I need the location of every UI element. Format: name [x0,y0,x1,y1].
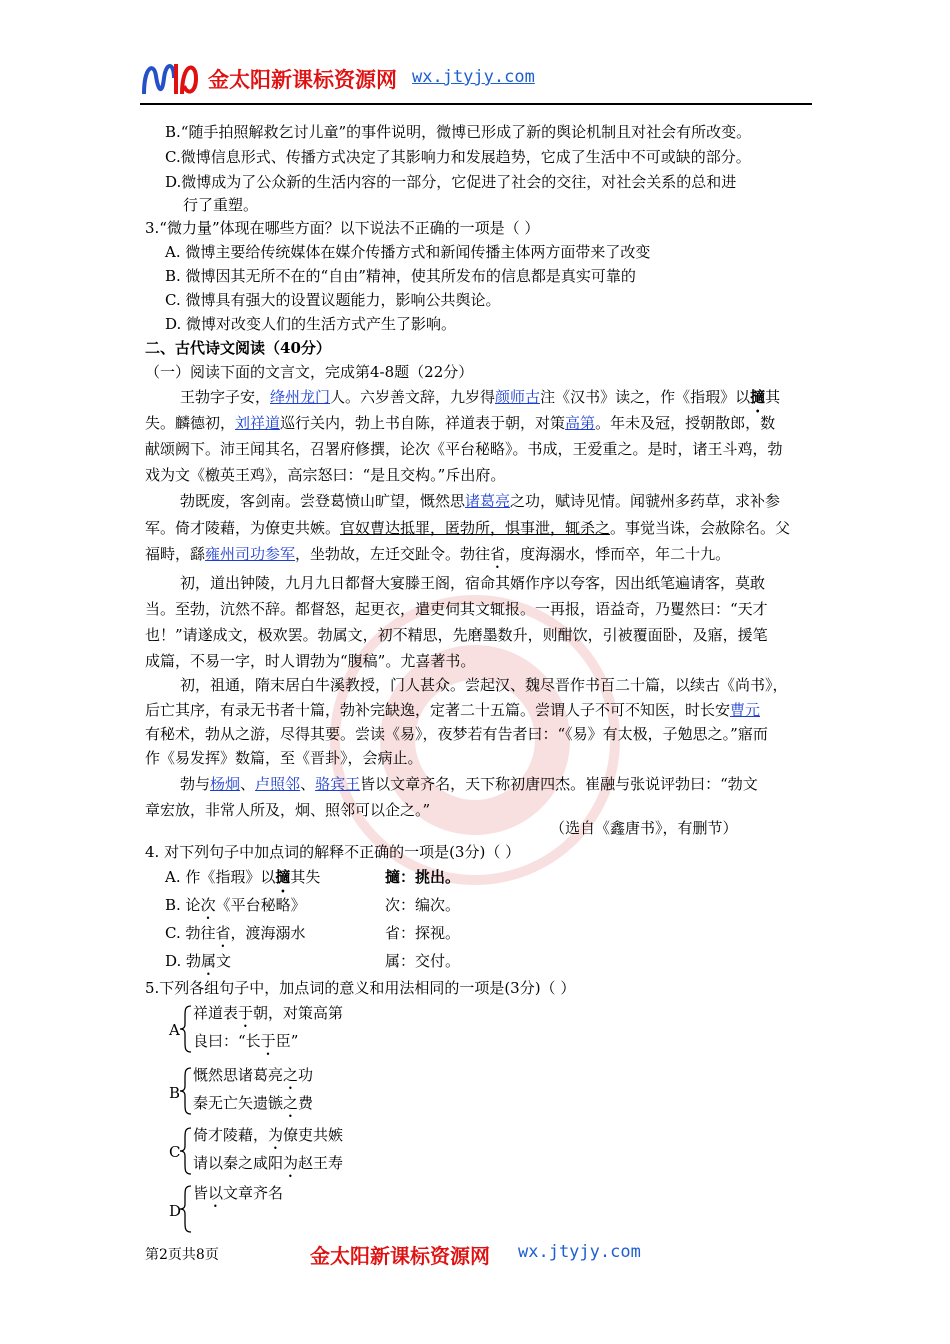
passage-line: 也！”请遂成文，极欢罢。勃属文，初不精思，先磨墨数升，则酣饮，引被覆面卧，及寤，援笔 [145,626,768,644]
site-logo [140,56,202,100]
passage-source: （选自《鑫唐书》，有删节） [550,819,738,837]
passage-line: 初，祖通，隋末居白牛溪教授，门人甚众。尝起汉、魏尽晋作书百二十篇，以续古《尚书》， [180,676,788,694]
person-link[interactable]: 诸葛亮 [465,492,511,510]
passage-line: 勃与杨炯、卢照邻、骆宾王皆以文章齐名，天下称初唐四杰。崔融与张说评勃曰：“勃文 [180,775,758,793]
q4-option-a: A. 作《指瑕》以擿其失 [165,868,321,886]
footer-site-link[interactable]: wx.jtyjy.com [518,1242,641,1262]
passage-line: 失。麟德初，刘祥道巡行关内，勃上书自陈，祥道表于朝，对策高第。年未及冠，授朝散郎，数 [145,414,776,432]
term-link[interactable]: 高第 [565,414,596,432]
q4-stem: 4. 对下列句子中加点词的解释不正确的一项是(3分)（ ） [145,843,521,861]
passage-line: 初，道出钟陵，九月九日都督大宴滕王阁，宿命其婿作序以夸客，因出纸笔遍请客，莫敢 [180,574,766,592]
q4-option-d: D. 勃属文 [165,952,232,970]
passage-line: 戏为文《檄英王鸡》，高宗怒曰：“是且交构。”斥出府。 [145,466,506,484]
q4-option-d-def: 属：交付。 [385,952,461,970]
person-link[interactable]: 刘祥道 [235,414,281,432]
passage-line: 献颂阙下。沛王闻其名，召署府修撰，论次《平台秘略》。书成，王爱重之。是时，诸王斗鸡，勃 [145,440,783,458]
q2-option-d: D.微博成为了公众新的生活内容的一部分，它促进了社会的交往，对社会关系的总和进 [165,173,737,191]
section-subtitle: （一）阅读下面的文言文，完成第4-8题（22分） [145,363,474,381]
person-link[interactable]: 骆宾王 [315,775,361,793]
q3-option-d: D. 微博对改变人们的生活方式产生了影响。 [165,315,457,333]
passage-line: 成篇，不易一字，时人谓勃为“腹稿”。尤喜著书。 [145,652,476,670]
title-link[interactable]: 雍州司功参军 [205,545,296,563]
passage-line: 有秘术，勃从之游，尽得其要。尝读《易》，夜梦若有告者曰：“《易》有太极，子勉思之。”寤而 [145,725,768,743]
q5-option-b-line2: 秦无亡矢遗镞之费 [193,1094,314,1112]
passage-line: 军。倚才陵藉，为僚吏共嫉。官奴曹达抵罪，匿勃所，惧事泄，辄杀之。事觉当诛，会赦除名。父 [145,519,791,537]
header-divider [140,103,812,105]
q2-option-d-cont: 行了重塑。 [183,196,259,214]
passage-line: 当。至勃，沆然不辞。都督怒，起更衣，遣吏伺其文辄报。一再报，语益奇，乃矍然曰：“天才 [145,600,768,618]
q5-option-c-line2: 请以秦之咸阳为赵王寿 [193,1154,344,1172]
section-title: 二、古代诗文阅读（40分） [145,339,331,357]
q5-option-c-label: C [169,1143,181,1161]
brace [179,1126,193,1176]
q4-option-b: B. 论次《平台秘略》 [165,896,306,914]
brace [179,1066,193,1116]
page-footer [0,1240,950,1270]
q4-option-b-def: 次：编次。 [385,896,461,914]
q4-option-c-def: 省：探视。 [385,924,461,942]
q4-option-c: C. 勃往省，渡海溺水 [165,924,306,942]
q3-stem: 3.“微力量”体现在哪些方面？以下说法不正确的一项是（ ） [145,219,540,237]
underlined-sentence: 官奴曹达抵罪，匿勃所，惧事泄，辄杀之 [340,519,611,537]
passage-line: 王勃字子安，绛州龙门人。六岁善文辞，九岁得颜师古注《汉书》读之，作《指瑕》以擿其 [180,388,781,406]
person-link[interactable]: 颜师古 [495,388,541,406]
q5-option-d-line1: 皆以文章齐名 [193,1184,284,1202]
q3-option-a: A. 微博主要给传统媒体在媒介传播方式和新闻传播主体两方面带来了改变 [165,243,651,261]
person-link[interactable]: 卢照邻 [255,775,301,793]
q5-option-a-line2: 良曰：“长于臣” [193,1032,299,1050]
place-link[interactable]: 绛州龙门 [270,388,331,406]
person-link[interactable]: 曹元 [730,701,761,719]
q5-option-b-line1: 慨然思诸葛亮之功 [193,1066,314,1084]
passage-line: 勃既废，客剑南。尝登葛愤山旷望，慨然思诸葛亮之功，赋诗见情。闻虢州多药草，求补参 [180,492,781,510]
q5-option-c-line1: 倚才陵藉，为僚吏共嫉 [193,1126,344,1144]
q2-option-b: B.“随手拍照解救乞讨儿童”的事件说明，微博已形成了新的舆论机制且对社会有所改变。 [165,123,752,141]
q5-option-b-label: B [169,1084,181,1102]
passage-line: 章宏放，非常人所及，炯、照邻可以企之。” [145,801,431,819]
brace [179,1004,193,1054]
person-link[interactable]: 杨炯 [210,775,241,793]
footer-brand: 金太阳新课标资源网 [310,1244,490,1268]
brace [179,1184,193,1234]
page-number: 第2页共8页 [145,1247,219,1263]
q3-option-c: C. 微博具有强大的设置议题能力，影响公共舆论。 [165,291,501,309]
q2-option-c: C.微博信息形式、传播方式决定了其影响力和发展趋势，它成了生活中不可或缺的部分。 [165,148,751,166]
passage-line: 福畤，繇雍州司功参军，坐勃故，左迁交趾令。勃往省，度海溺水，悸而卒，年二十九。 [145,545,731,563]
q5-option-a-label: A [169,1021,180,1039]
q4-option-a-def: 擿：挑出。 [385,868,461,886]
header-brand: 金太阳新课标资源网 [208,67,397,92]
q5-option-a-line1: 祥道表于朝，对策高第 [193,1004,344,1022]
header-site-link[interactable]: wx.jtyjy.com [412,67,535,87]
q3-option-b: B. 微博因其无所不在的“自由”精神，使其所发布的信息都是真实可靠的 [165,267,636,285]
q5-stem: 5.下列各组句子中，加点词的意义和用法相同的一项是(3分)（ ） [145,979,576,997]
q5-option-d-label: D [169,1202,182,1220]
passage-line: 作《易发挥》数篇，至《晋卦》，会病止。 [145,749,423,767]
passage-line: 后亡其序，有录无书者十篇，勃补完缺逸，定著二十五篇。尝谓人子不可不知医，时长安曹元 [145,701,761,719]
